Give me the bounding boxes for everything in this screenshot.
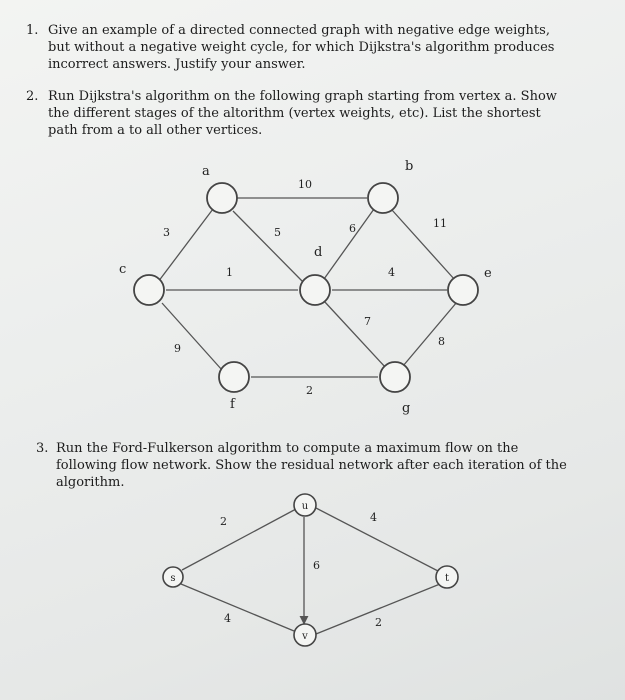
edge-u-t xyxy=(316,508,438,571)
vertex-g xyxy=(380,362,410,392)
vertex-label-b: b xyxy=(405,159,414,174)
weight-d-b: 6 xyxy=(349,222,356,235)
capacity-s-v: 4 xyxy=(224,612,231,625)
edge-a-c xyxy=(158,209,213,282)
weight-d-e: 4 xyxy=(388,266,395,279)
edge-s-v xyxy=(181,584,294,631)
vertex-d xyxy=(300,275,330,305)
vertex-label-a: a xyxy=(202,164,210,179)
vertex-label-f: f xyxy=(230,397,235,412)
question-number: 2. xyxy=(26,89,39,104)
vertex-b xyxy=(368,183,398,213)
capacity-s-u: 2 xyxy=(220,515,227,528)
weight-a-d: 5 xyxy=(274,226,281,239)
edge-s-u xyxy=(182,509,296,570)
weight-d-g: 7 xyxy=(364,315,371,328)
flow-network-graph xyxy=(0,480,625,700)
question-text: Give an example of a directed connected graph with negative edge weights, but without a negative weight cycle, for which Dijkstra's algorithm produces incorrect answers. Justify your answer. xyxy=(48,23,555,72)
vertex-label-c: c xyxy=(119,262,127,277)
vertex-e xyxy=(448,275,478,305)
question-text: Run Dijkstra's algorithm on the following graph starting from vertex a. Show the different stages of the altorithm (vertex weights, etc). List the shortest path from a to all other vertices. xyxy=(48,89,557,138)
vertex-label-g: g xyxy=(402,401,411,416)
vertex-label-d: d xyxy=(314,245,323,260)
question-number: 1. xyxy=(26,23,39,38)
question-text: Run the Ford-Fulkerson algorithm to compute a maximum flow on the following flow network. Show the residual network after each iteration of the algorithm. xyxy=(56,441,567,490)
edge-a-d xyxy=(233,211,304,283)
vertex-label-v: v xyxy=(302,631,308,642)
capacity-u-t: 4 xyxy=(370,511,377,524)
weight-c-f: 9 xyxy=(174,342,181,355)
weight-a-b: 10 xyxy=(298,178,312,191)
vertex-label-u: u xyxy=(301,501,309,512)
weight-f-g: 2 xyxy=(306,384,313,397)
edge-d-g xyxy=(324,301,386,368)
vertex-label-e: e xyxy=(484,266,492,281)
capacity-u-v: 6 xyxy=(313,559,320,572)
vertex-label-t: t xyxy=(444,573,450,584)
capacity-v-t: 2 xyxy=(375,616,382,629)
weight-e-g: 8 xyxy=(438,335,445,348)
question-number: 3. xyxy=(36,441,49,456)
weight-b-e: 11 xyxy=(433,217,447,230)
weight-c-d: 1 xyxy=(226,266,233,279)
weight-a-c: 3 xyxy=(163,226,170,239)
edge-e-g xyxy=(403,302,457,366)
edge-c-f xyxy=(162,303,222,370)
vertex-f xyxy=(219,362,249,392)
vertex-c xyxy=(134,275,164,305)
vertex-label-s: s xyxy=(170,573,176,584)
edge-d-b xyxy=(324,209,374,279)
vertex-a xyxy=(207,183,237,213)
